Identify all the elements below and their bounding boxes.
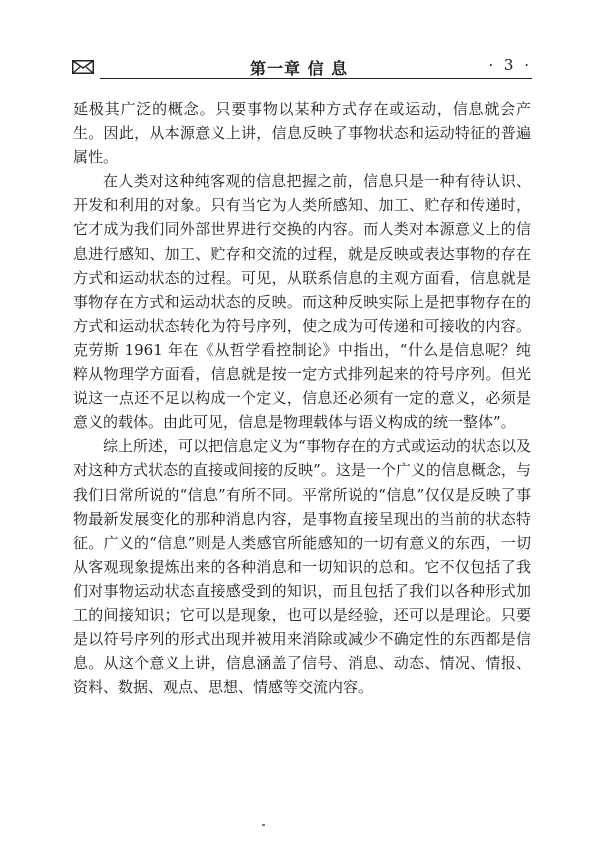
chapter-title: 第一章 信 息	[250, 59, 349, 78]
page-header	[72, 56, 532, 80]
envelope-icon	[72, 60, 94, 74]
body-text	[73, 97, 531, 699]
paragraph: 综上所述，可以把信息定义为“事物存在的方式或运动的状态以及对这种方式状态的直接或间接的反映”。这是一个广义的信息概念，与我们日常所说的“信息”有所不同。平常所说的“信息”仅仅是反映了事物最新发展变化的那种消息内容，是事物直接呈现出的当前的状态特征。广义的“信息”则是人类感官所能感知的一切有意义的东西，一切从客观现象提炼出来的各种消息和一切知识的总和。它不仅包括了我们对事物运动状态直接感受到的知识，而且包括了我们以各种形式加工的间接知识；它可以是现象，也可以是经验，还可以是理论。只要是以符号序列的形式出现并被用来消除或减少不确定性的东西都是信息。从这个意义上讲，信息涵盖了信号、消息、动态、情况、情报、资料、数据、观点、思想、情感等交流内容。	[73, 437, 531, 697]
paragraph: 延极其广泛的概念。只要事物以某种方式存在或运动，信息就会产生。因此，从本源意义上讲，信息反映了事物状态和运动特征的普遍属性。	[73, 100, 531, 167]
page-speck	[262, 824, 265, 826]
page-number: · 3 ·	[488, 56, 532, 74]
paragraph: 在人类对这种纯客观的信息把握之前，信息只是一种有待认识、开发和利用的对象。只有当它为人类所感知、加工、贮存和传递时，它才成为我们同外部世界进行交换的内容。而人类对本源意义上的信息进行感知、加工、贮存和交流的过程，就是反映或表达事物的存在方式和运动状态的过程。可见，从联系信息的主观方面看，信息就是事物存在方式和运动状态的反映。而这种反映实际上是把事物存在的方式和运动状态转化为符号序列，使之成为可传递和可接收的内容。克劳斯 1961 年在《从哲学看控制论》中指出，“什么是信息呢？纯粹从物理学方面看，信息就是按一定方式排列起来的符号序列。但光说这一点还不足以构成一个定义，信息还必须有一定的意义，必须是意义的载体。由此可见，信息是物理载体与语义构成的统一整体”。	[73, 172, 531, 432]
